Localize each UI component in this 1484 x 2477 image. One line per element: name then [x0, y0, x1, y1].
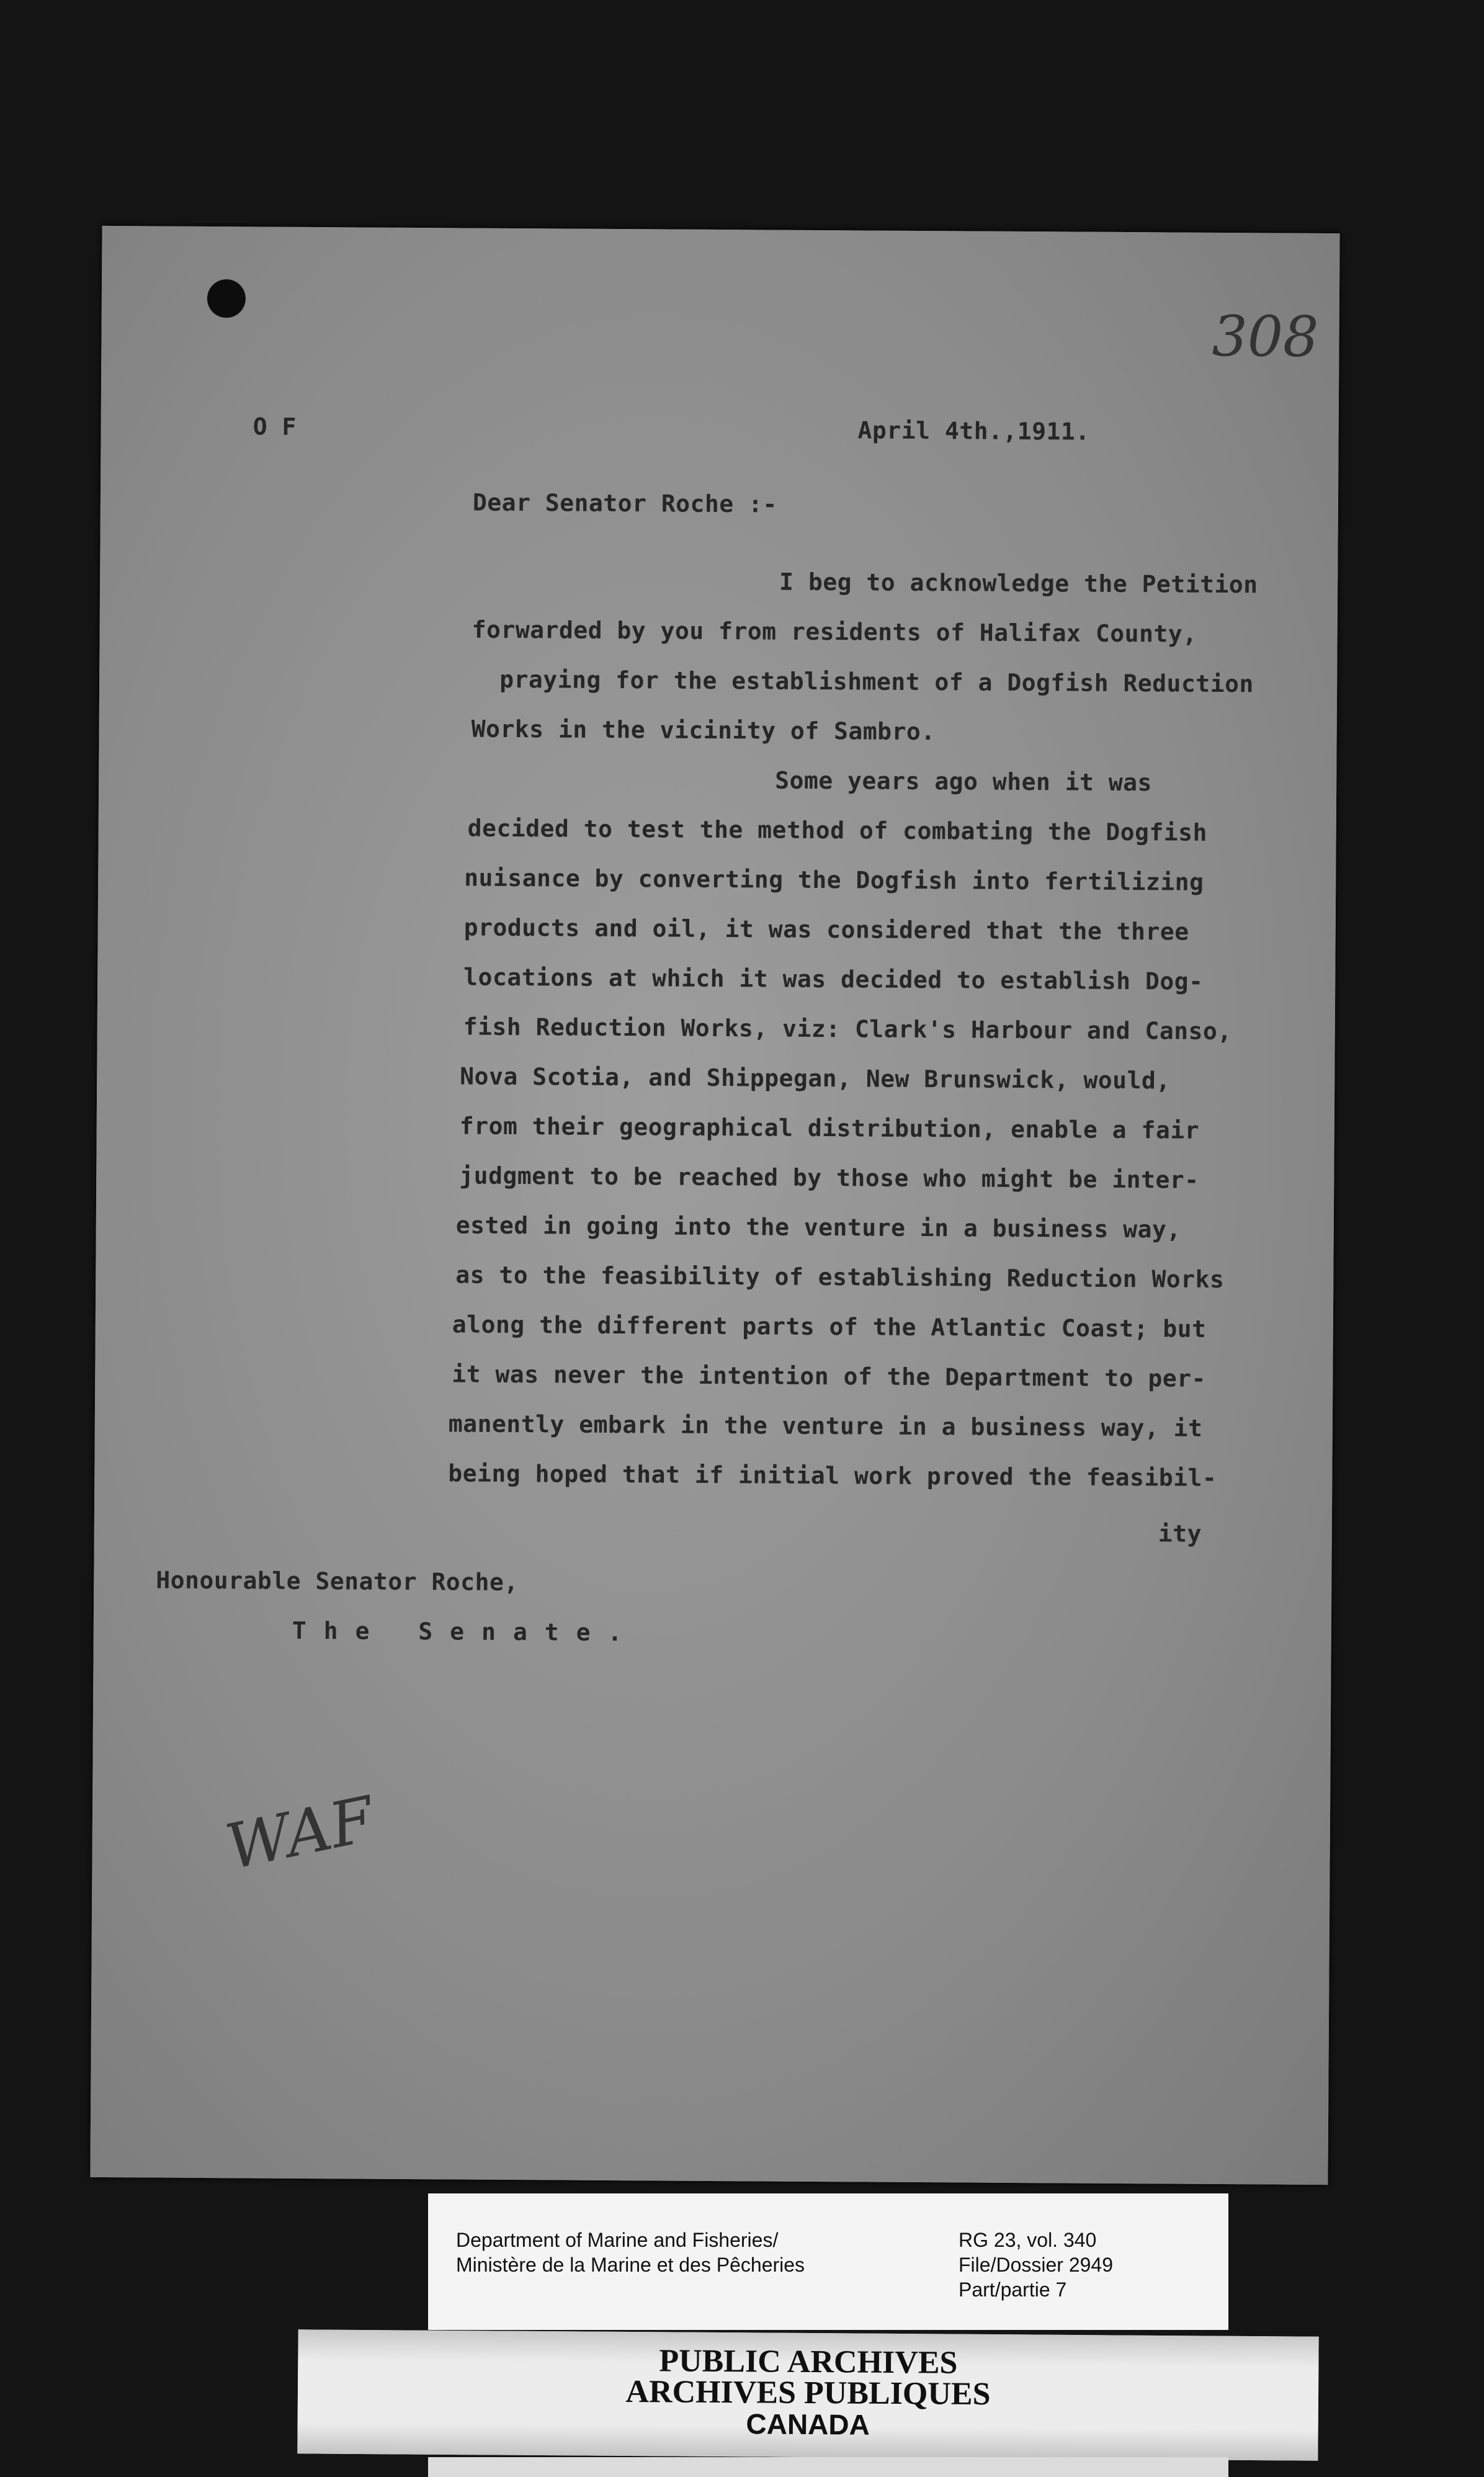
archives-stamp-band	[297, 2329, 1318, 2460]
archive-reference-card	[428, 2193, 1228, 2330]
page-number-handwritten: 308	[1212, 303, 1319, 370]
file-code: O F	[253, 413, 297, 441]
archives-title-english: PUBLIC ARCHIVES	[659, 2343, 958, 2381]
body-line: along the different parts of the Atlantic Coast; but	[452, 1310, 1207, 1343]
handwritten-initials: WAF	[220, 1782, 380, 1884]
body-line: it was never the intention of the Department to per-	[452, 1360, 1207, 1392]
department-block	[456, 2228, 805, 2277]
archives-country: CANADA	[746, 2408, 870, 2441]
reference-block	[959, 2228, 1113, 2302]
body-line: Works in the vicinity of Sambro.	[471, 715, 936, 746]
body-line: ested in going into the venture in a business way,	[455, 1211, 1181, 1243]
body-line: I beg to acknowledge the Petition	[779, 568, 1258, 599]
body-line: Some years ago when it was	[775, 766, 1153, 797]
part-number: Part/partie 7	[959, 2278, 1067, 2301]
body-line: manently embark in the venture in a business way, it	[448, 1410, 1203, 1442]
body-line: fish Reduction Works, viz: Clark's Harbour and Canso,	[463, 1013, 1232, 1046]
body-line: locations at which it was decided to establish Dog-	[463, 963, 1204, 995]
body-line: products and oil, it was considered that the three	[463, 913, 1189, 946]
addressee-place: The Senate.	[292, 1616, 640, 1647]
body-line: nuisance by converting the Dogfish into fertilizing	[464, 864, 1204, 896]
body-line: Nova Scotia, and Shippegan, New Brunswick, would,	[460, 1062, 1171, 1095]
department-french: Ministère de la Marine et des Pêcheries	[456, 2254, 805, 2276]
archives-title-french: ARCHIVES PUBLIQUES	[625, 2373, 991, 2412]
salutation: Dear Senator Roche :-	[472, 488, 777, 518]
punch-hole	[207, 279, 246, 318]
addressee-name: Honourable Senator Roche,	[156, 1566, 519, 1597]
body-line: praying for the establishment of a Dogfish Reduction	[499, 665, 1254, 698]
file-number: File/Dossier 2949	[959, 2254, 1113, 2276]
body-line: as to the feasibility of establishing Reduction Works	[455, 1261, 1225, 1294]
letter-date: April 4th.,1911.	[857, 416, 1090, 446]
catchword: ity	[1158, 1520, 1202, 1548]
letter-page	[90, 226, 1339, 2185]
body-line: decided to test the method of combating the Dogfish	[467, 814, 1208, 846]
body-line: forwarded by you from residents of Halifax County,	[472, 616, 1197, 648]
body-line: being hoped that if initial work proved the feasibil-	[448, 1459, 1217, 1492]
bottom-strip	[428, 2457, 1228, 2477]
body-line: from their geographical distribution, enable a fair	[459, 1112, 1200, 1144]
body-line: judgment to be reached by those who might be inter-	[459, 1162, 1199, 1194]
record-group: RG 23, vol. 340	[959, 2229, 1097, 2251]
department-english: Department of Marine and Fisheries/	[456, 2229, 779, 2251]
